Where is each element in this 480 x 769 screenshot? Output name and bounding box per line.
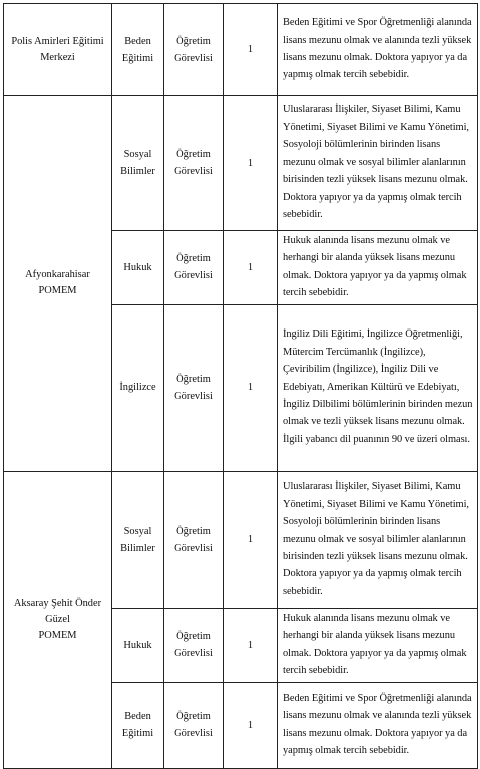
- department-cell: İngilizce: [112, 304, 164, 471]
- requirement-cell: Uluslararası İlişkiler, Siyaset Bilimi, Kamu Yönetimi, Siyaset Bilimi ve Kamu Yönetimi, Sosyoloji bölümlerinin birinden lisans mezunu olmak ve sosyal bilimler alanlarının birisinden tezli yüksek lisans mezunu olmak. Doktora yapıyor ya da yapmış olmak tercih sebebidir.: [278, 96, 478, 231]
- requirement-cell: İngiliz Dili Eğitimi, İngilizce Öğretmenliği, Mütercim Tercümanlık (İngilizce), Çeviribilim (İngilizce), İngiliz Dili ve Edebiyatı, Amerikan Kültürü ve Edebiyatı, İngiliz Dilbilimi bölümlerinin birinden mezun olmak ve tezli yüksek lisans mezunu olmak. İlgili yabancı dil puanının 90 ve üzeri olması.: [278, 304, 478, 471]
- staff-requirements-table: [3, 3, 478, 769]
- quantity-cell: 1: [224, 96, 278, 231]
- department-cell: Hukuk: [112, 231, 164, 305]
- department-cell: Sosyal Bilimler: [112, 471, 164, 608]
- requirement-cell: Hukuk alanında lisans mezunu olmak ve herhangi bir alanda yüksek lisans mezunu olmak. Doktora yapıyor ya da yapmış olmak tercih sebebidir.: [278, 608, 478, 682]
- quantity-cell: 1: [224, 304, 278, 471]
- department-cell: Beden Eğitimi: [112, 682, 164, 768]
- position-title-cell: Öğretim Görevlisi: [164, 471, 224, 608]
- department-cell: Hukuk: [112, 608, 164, 682]
- position-title-cell: Öğretim Görevlisi: [164, 96, 224, 231]
- department-cell: Sosyal Bilimler: [112, 96, 164, 231]
- requirement-cell: Uluslararası İlişkiler, Siyaset Bilimi, Kamu Yönetimi, Siyaset Bilimi ve Kamu Yönetimi, Sosyoloji bölümlerinin birinden lisans mezunu olmak ve sosyal bilimler alanlarının birisinden tezli yüksek lisans mezunu olmak. Doktora yapıyor ya da yapmış olmak tercih sebebidir.: [278, 471, 478, 608]
- unit-cell: Polis Amirleri Eğitimi Merkezi: [4, 4, 112, 96]
- requirement-cell: Beden Eğitimi ve Spor Öğretmenliği alanında lisans mezunu olmak ve alanında tezli yüksek lisans mezunu olmak. Doktora yapıyor ya da yapmış olmak tercih sebebidir.: [278, 4, 478, 96]
- position-title-cell: Öğretim Görevlisi: [164, 304, 224, 471]
- position-title-cell: Öğretim Görevlisi: [164, 608, 224, 682]
- quantity-cell: 1: [224, 471, 278, 608]
- position-title-cell: Öğretim Görevlisi: [164, 4, 224, 96]
- requirement-cell: Hukuk alanında lisans mezunu olmak ve herhangi bir alanda yüksek lisans mezunu olmak. Doktora yapıyor ya da yapmış olmak tercih sebebidir.: [278, 231, 478, 305]
- table-row: [4, 96, 478, 231]
- quantity-cell: 1: [224, 4, 278, 96]
- quantity-cell: 1: [224, 682, 278, 768]
- unit-cell: Aksaray Şehit Önder Güzel POMEM: [4, 471, 112, 768]
- requirement-cell: Beden Eğitimi ve Spor Öğretmenliği alanında lisans mezunu olmak ve alanında tezli yüksek lisans mezunu olmak. Doktora yapıyor ya da yapmış olmak tercih sebebidir.: [278, 682, 478, 768]
- table-row: [4, 471, 478, 608]
- position-title-cell: Öğretim Görevlisi: [164, 682, 224, 768]
- unit-cell: Afyonkarahisar POMEM: [4, 96, 112, 472]
- position-title-cell: Öğretim Görevlisi: [164, 231, 224, 305]
- department-cell: Beden Eğitimi: [112, 4, 164, 96]
- quantity-cell: 1: [224, 231, 278, 305]
- table-row: [4, 4, 478, 96]
- quantity-cell: 1: [224, 608, 278, 682]
